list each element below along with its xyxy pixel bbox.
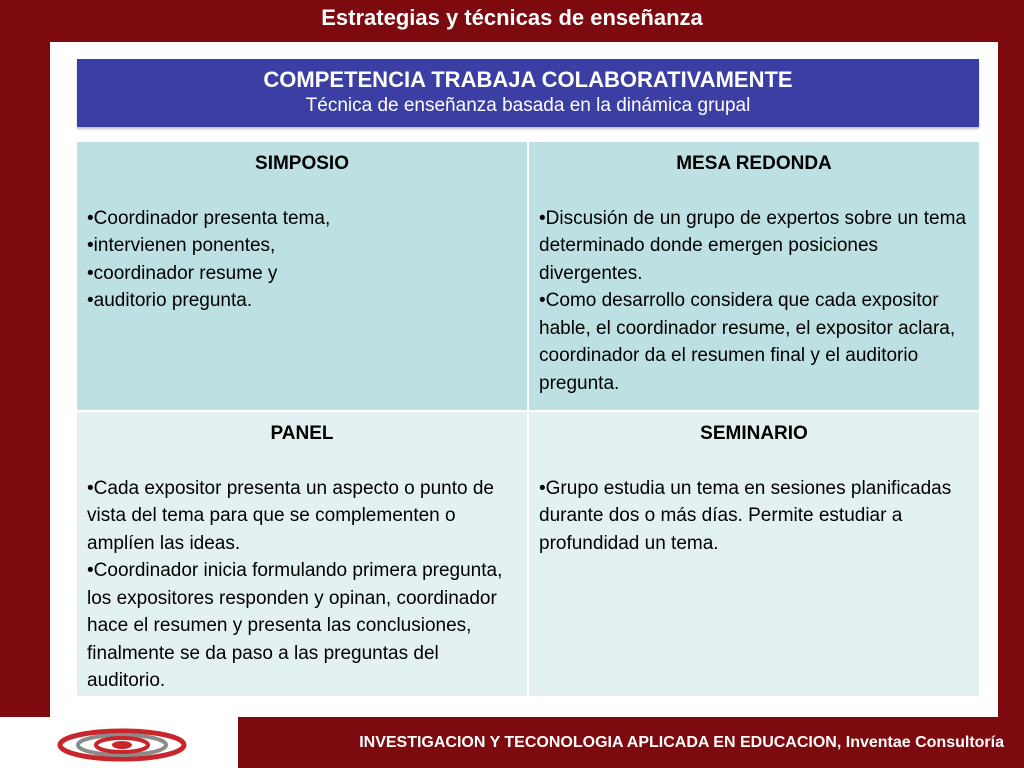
- bullet-item: •Coordinador inicia formulando primera pregunta, los expositores responden y opinan, coordinador hace el resumen y presenta las conclusiones, finalmente se da paso a las preguntas del auditorio.: [87, 560, 503, 691]
- cell-title: MESA REDONDA: [676, 153, 832, 174]
- bullet-item: •Cada expositor presenta un aspecto o punto de vista del tema para que se complementen o amplíen las ideas.: [87, 477, 494, 554]
- cell-title: PANEL: [270, 423, 334, 444]
- bullet-list: [87, 475, 517, 695]
- footer-text: INVESTIGACION Y TECONOLOGIA APLICADA EN EDUCACION, Inventae Consultoría: [359, 733, 1004, 751]
- bullet-list: [87, 205, 517, 315]
- cell-panel: [77, 412, 527, 696]
- bullet-list: [539, 475, 969, 558]
- footer: [0, 717, 1024, 768]
- cell-simposio: [77, 142, 527, 410]
- bullet-item: •Como desarrollo considera que cada expositor hable, el coordinador resume, el expositor aclara, coordinador da el resumen final y el auditorio pregunta.: [539, 290, 956, 394]
- slide-title: Estrategias y técnicas de enseñanza: [321, 5, 703, 30]
- bullet-item: •Discusión de un grupo de expertos sobre un tema determinado donde emergen posiciones divergentes.: [539, 207, 967, 284]
- techniques-table: [77, 142, 979, 696]
- bullet-list: [539, 205, 969, 398]
- competency-header: [77, 59, 979, 127]
- bullet-item: •intervienen ponentes,: [87, 235, 276, 256]
- bullet-item: •Grupo estudia un tema en sesiones planificadas durante dos o más días. Permite estudiar a profundidad un tema.: [539, 477, 952, 554]
- bullet-item: •auditorio pregunta.: [87, 290, 253, 311]
- slide-content: [50, 42, 998, 717]
- cell-title: SEMINARIO: [700, 423, 808, 444]
- footer-bar: [238, 717, 1024, 768]
- cell-mesa-redonda: [529, 142, 979, 410]
- competency-subtitle: Técnica de enseñanza basada en la dinámica grupal: [305, 95, 751, 116]
- competency-title: COMPETENCIA TRABAJA COLABORATIVAMENTE: [263, 67, 793, 92]
- swirl-logo-icon: [52, 717, 192, 767]
- bullet-item: •coordinador resume y: [87, 262, 278, 284]
- cell-seminario: [529, 412, 979, 696]
- bullet-item: •Coordinador presenta tema,: [87, 207, 331, 229]
- cell-title: SIMPOSIO: [255, 153, 349, 174]
